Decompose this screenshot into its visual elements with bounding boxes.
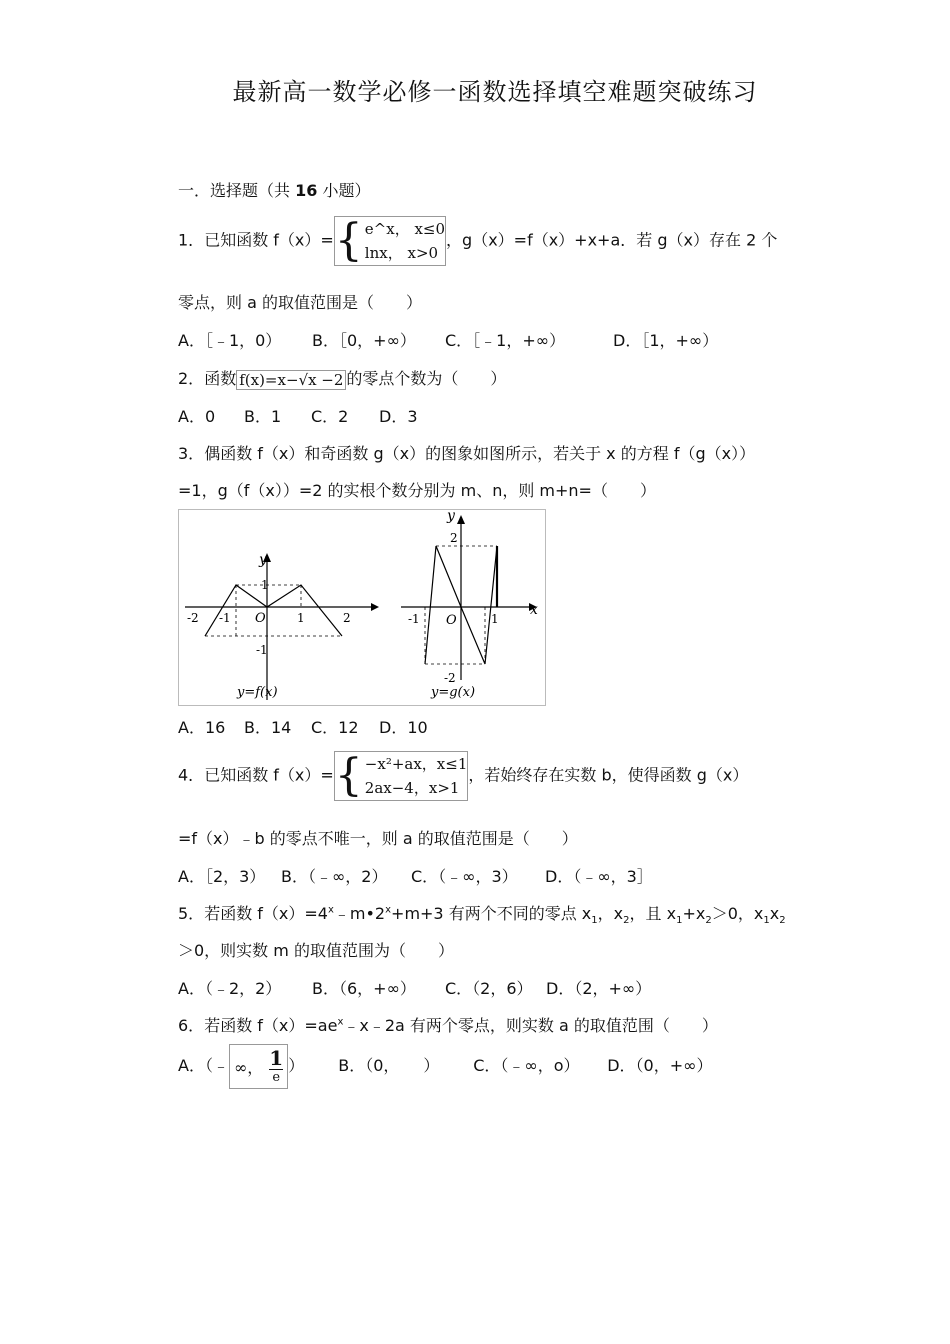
question-count: 16 — [295, 181, 318, 200]
f-caption: y=f(x) — [237, 685, 278, 700]
question-1-stem-cont: 零点，则 a 的取值范围是（ ） — [178, 293, 422, 312]
f-label-neg-two: -2 — [187, 611, 199, 625]
option-d: D．（0，+∞） — [607, 1056, 713, 1075]
question-3-options — [178, 715, 428, 738]
option-a: A．0 — [178, 407, 216, 426]
option-b: B．（﹣∞，2） — [281, 867, 388, 886]
g-label-x: x — [530, 602, 538, 618]
option-d: D．10 — [379, 718, 428, 737]
question-number: 2． — [178, 369, 205, 388]
question-number: 1． — [178, 230, 205, 250]
question-6-options — [178, 1044, 712, 1089]
f-label-y: y — [259, 552, 267, 568]
f-label-one: 1 — [261, 578, 269, 592]
graphs-svg — [179, 510, 545, 705]
f-label-neg-one: -1 — [256, 643, 268, 657]
question-2-options — [178, 404, 418, 427]
option-a: A．（﹣2，2） — [178, 979, 282, 998]
option-b: B．［0，+∞） — [312, 331, 416, 350]
question-5-options — [178, 976, 651, 999]
piecewise-formula-4: { −x²+ax，x≤1 2ax−4，x>1 — [334, 750, 468, 801]
question-number: 6． — [178, 1016, 205, 1035]
question-2-stem: 2．函数 f(x)=x−√x −2 的零点个数为（ ） — [178, 369, 507, 389]
f-label-origin: O — [255, 611, 266, 626]
g-caption: y=g(x) — [431, 685, 476, 700]
option-b: B．（6，+∞） — [312, 979, 416, 998]
piecewise-formula-1: { e^x， x≤0 lnx， x>0 — [334, 215, 446, 266]
option-d: D．（﹣∞，3］ — [545, 867, 653, 886]
option-d: D．［1，+∞） — [613, 331, 719, 350]
fraction-box: ∞， 1 e — [229, 1044, 288, 1089]
section-heading: 一．选择题（共 16 小题） — [178, 181, 371, 200]
question-4-options — [178, 864, 653, 887]
question-3-stem-cont: =1，g（f（x））=2 的实根个数分别为 m、n，则 m+n=（ ） — [178, 481, 656, 500]
figure-graphs — [178, 509, 546, 706]
g-label-origin: O — [446, 613, 457, 628]
option-c: C．（﹣∞，3） — [411, 867, 518, 886]
question-3-stem: 3．偶函数 f（x）和奇函数 g（x）的图象如图所示，若关于 x 的方程 f（g（x）） — [178, 444, 756, 463]
g-label-neg-two: -2 — [444, 671, 456, 685]
formula-2: f(x)=x−√x −2 — [236, 370, 346, 390]
option-c: C．（2，6） — [445, 979, 533, 998]
f-x-arrow-icon — [371, 603, 379, 611]
question-5-stem: 5．若函数 $f(x)=4^x﹣m•2^x+m+3$ 有两个不同的零点 $x_1$，$x_2$，且 $x_1+x_2>0$，$x_1x_2$ — [178, 904, 786, 927]
option-c: C．12 — [311, 718, 359, 737]
f-label-one-x: 1 — [297, 611, 305, 625]
question-1-stem: 1．已知函数 f（x）= { e^x， x≤0 lnx， x>0 ，g（x）=f（x）+x+a．若 g（x）存在 2 个 — [178, 215, 778, 266]
option-c: C．2 — [311, 407, 349, 426]
option-b: B．（0， ） — [338, 1056, 440, 1075]
g-label-neg-one: -1 — [408, 612, 420, 626]
option-b: B．14 — [244, 718, 292, 737]
question-5-stem-cont: ＞0，则实数 m 的取值范围为（ ） — [178, 941, 454, 960]
g-label-one: 1 — [491, 612, 499, 626]
g-label-y: y — [447, 510, 455, 524]
option-a: A．［2，3） — [178, 867, 266, 886]
option-a: A．16 — [178, 718, 226, 737]
option-d: D．3 — [379, 407, 418, 426]
page-title: 最新高一数学必修一函数选择填空难题突破练习 — [232, 78, 758, 106]
option-a: A．［﹣1，0） — [178, 331, 282, 350]
f-label-two: 2 — [343, 611, 351, 625]
question-number: 3． — [178, 444, 205, 463]
option-d: D．（2，+∞） — [546, 979, 652, 998]
g-y-arrow-icon — [457, 515, 465, 524]
option-c: C．（﹣∞，o） — [473, 1056, 580, 1075]
f-label-neg-one-x: -1 — [219, 611, 231, 625]
question-number: 4． — [178, 765, 205, 785]
question-number: 5． — [178, 904, 205, 923]
option-a: A．（﹣ ∞， 1 e ） — [178, 1044, 304, 1089]
option-b: B．1 — [244, 407, 282, 426]
question-4-stem-cont: =f（x）﹣b 的零点不唯一，则 a 的取值范围是（ ） — [178, 829, 578, 848]
question-6-stem: 6．若函数 $f(x)=ae^x﹣x﹣2a$ 有两个零点，则实数 a 的取值范围（ ） — [178, 1016, 718, 1035]
question-4-stem: 4．已知函数 f（x）= { −x²+ax，x≤1 2ax−4，x>1 ，若始终存在实数 b，使得函数 g（x） — [178, 750, 749, 801]
option-c: C．［﹣1，+∞） — [445, 331, 566, 350]
question-1-options — [178, 328, 718, 351]
g-label-two: 2 — [450, 531, 458, 545]
